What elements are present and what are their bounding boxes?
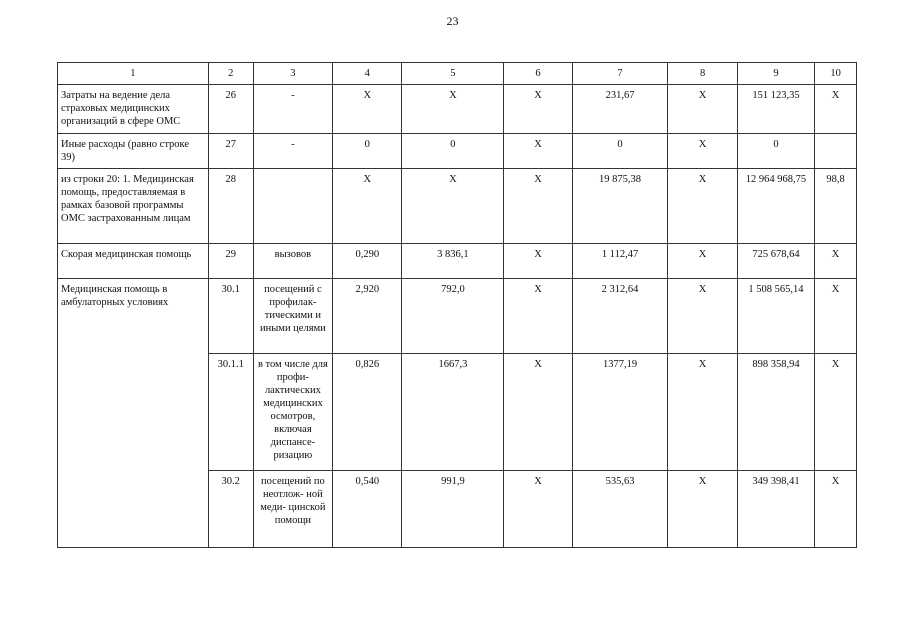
- value-cell: 1 112,47: [572, 244, 668, 279]
- value-cell: 151 123,35: [737, 85, 814, 134]
- value-cell: X: [668, 354, 737, 471]
- value-cell: X: [333, 85, 402, 134]
- value-cell: 19 875,38: [572, 169, 668, 244]
- value-cell: [815, 134, 857, 169]
- row-name-cell: Иные расходы (равно строке 39): [58, 134, 209, 169]
- header-cell: 9: [737, 63, 814, 85]
- header-cell: 4: [333, 63, 402, 85]
- unit-cell: в том числе для профи- лактических медицинских осмотров, включая диспансе- ризацию: [253, 354, 332, 471]
- line-number-cell: 30.1.1: [208, 354, 253, 471]
- value-cell: 725 678,64: [737, 244, 814, 279]
- line-number-cell: 30.1: [208, 279, 253, 354]
- value-cell: X: [815, 244, 857, 279]
- table-row: [58, 279, 857, 354]
- header-cell: 3: [253, 63, 332, 85]
- value-cell: 1377,19: [572, 354, 668, 471]
- table-row: [58, 134, 857, 169]
- value-cell: 3 836,1: [402, 244, 504, 279]
- value-cell: X: [504, 354, 572, 471]
- value-cell: X: [668, 244, 737, 279]
- table-row: [58, 244, 857, 279]
- value-cell: 2,920: [333, 279, 402, 354]
- value-cell: 12 964 968,75: [737, 169, 814, 244]
- value-cell: 898 358,94: [737, 354, 814, 471]
- value-cell: X: [668, 471, 737, 548]
- value-cell: 0,826: [333, 354, 402, 471]
- unit-cell: [253, 169, 332, 244]
- value-cell: X: [402, 169, 504, 244]
- row-name-cell: из строки 20: 1. Медицинская помощь, предоставляемая в рамках базовой программы ОМС застрахованным лицам: [58, 169, 209, 244]
- value-cell: 792,0: [402, 279, 504, 354]
- value-cell: X: [504, 169, 572, 244]
- header-row: [58, 63, 857, 85]
- unit-cell: вызовов: [253, 244, 332, 279]
- header-cell: 8: [668, 63, 737, 85]
- value-cell: X: [504, 279, 572, 354]
- line-number-cell: 30.2: [208, 471, 253, 548]
- value-cell: X: [815, 85, 857, 134]
- row-name-cell: Затраты на ведение дела страховых медицинских организаций в сфере ОМС: [58, 85, 209, 134]
- value-cell: X: [815, 354, 857, 471]
- table-row: [58, 85, 857, 134]
- header-cell: 10: [815, 63, 857, 85]
- value-cell: X: [815, 279, 857, 354]
- value-cell: X: [668, 169, 737, 244]
- header-cell: 1: [58, 63, 209, 85]
- value-cell: X: [504, 134, 572, 169]
- header-cell: 6: [504, 63, 572, 85]
- value-cell: X: [504, 244, 572, 279]
- value-cell: X: [504, 471, 572, 548]
- header-cell: 7: [572, 63, 668, 85]
- data-table: [57, 62, 857, 548]
- header-cell: 2: [208, 63, 253, 85]
- value-cell: 0,290: [333, 244, 402, 279]
- row-name-cell: Скорая медицинская помощь: [58, 244, 209, 279]
- value-cell: X: [668, 279, 737, 354]
- value-cell: 2 312,64: [572, 279, 668, 354]
- value-cell: 0: [402, 134, 504, 169]
- page-number: 23: [446, 14, 459, 28]
- row-name-cell: Медицинская помощь в амбулаторных условиях: [58, 279, 209, 548]
- value-cell: 535,63: [572, 471, 668, 548]
- unit-cell: -: [253, 85, 332, 134]
- value-cell: X: [815, 471, 857, 548]
- line-number-cell: 29: [208, 244, 253, 279]
- value-cell: X: [402, 85, 504, 134]
- unit-cell: посещений с профилак- тическими и иными целями: [253, 279, 332, 354]
- table-row: [58, 169, 857, 244]
- value-cell: 0: [333, 134, 402, 169]
- value-cell: 98,8: [815, 169, 857, 244]
- value-cell: 0: [737, 134, 814, 169]
- header-cell: 5: [402, 63, 504, 85]
- value-cell: 1667,3: [402, 354, 504, 471]
- line-number-cell: 27: [208, 134, 253, 169]
- value-cell: 0,540: [333, 471, 402, 548]
- value-cell: 1 508 565,14: [737, 279, 814, 354]
- unit-cell: -: [253, 134, 332, 169]
- value-cell: 0: [572, 134, 668, 169]
- value-cell: X: [668, 134, 737, 169]
- value-cell: 349 398,41: [737, 471, 814, 548]
- value-cell: X: [333, 169, 402, 244]
- value-cell: X: [668, 85, 737, 134]
- value-cell: 991,9: [402, 471, 504, 548]
- value-cell: X: [504, 85, 572, 134]
- value-cell: 231,67: [572, 85, 668, 134]
- unit-cell: посещений по неотлож- ной меди- цинской помощи: [253, 471, 332, 548]
- line-number-cell: 28: [208, 169, 253, 244]
- line-number-cell: 26: [208, 85, 253, 134]
